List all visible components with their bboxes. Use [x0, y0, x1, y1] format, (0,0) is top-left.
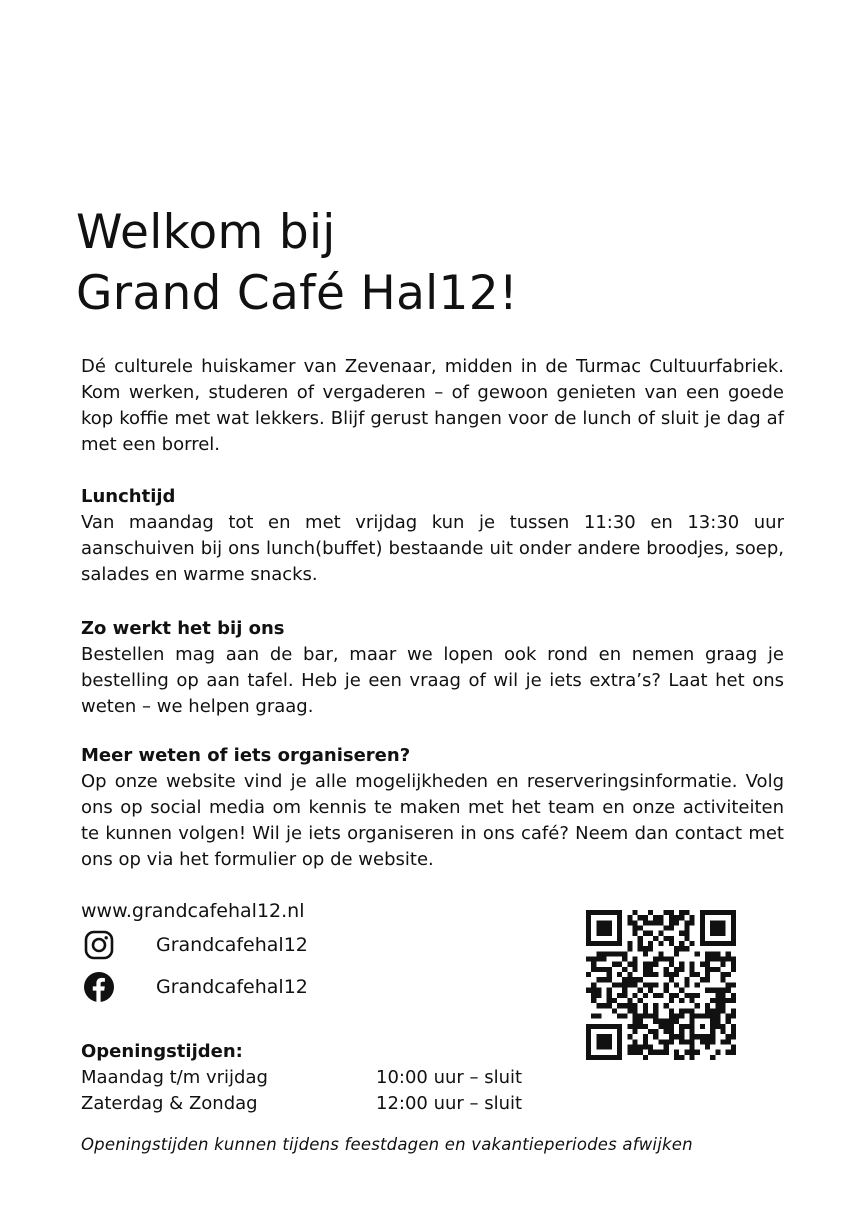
facebook-row[interactable]	[82, 970, 308, 1004]
title-line-1: Welkom bij	[76, 205, 336, 260]
section-heading: Lunchtijd	[81, 486, 176, 507]
qr-code[interactable]	[586, 910, 736, 1060]
section-zo-werkt	[81, 616, 784, 720]
hours-day: Zaterdag & Zondag	[81, 1093, 258, 1114]
section-body: Bestellen mag aan de bar, maar we lopen ook rond en nemen graag je bestelling op aan tafel. Heb je een vraag of wil je iets extra’s? Laat het ons weten – we helpen graag.	[81, 644, 784, 717]
hours-time: 10:00 uur – sluit	[376, 1067, 523, 1088]
instagram-handle: Grandcafehal12	[156, 934, 308, 956]
section-meer-weten	[81, 743, 784, 873]
intro-paragraph: Dé culturele huiskamer van Zevenaar, midden in de Turmac Cultuurfabriek. Kom werken, studeren of vergaderen – of gewoon genieten van een goede kop koffie met wat lekkers. Blijf gerust hangen voor de lunch of sluit je dag af met een borrel.	[81, 356, 784, 455]
section-heading: Meer weten of iets organiseren?	[81, 745, 411, 766]
instagram-row[interactable]	[82, 928, 308, 962]
hours-time: 12:00 uur – sluit	[376, 1093, 523, 1114]
website-link[interactable]: www.grandcafehal12.nl	[81, 900, 305, 922]
section-lunchtijd	[81, 484, 784, 588]
section-body: Op onze website vind je alle mogelijkheden en reserveringsinformatie. Volg ons op social media om kennis te maken met het team en onze activiteiten te kunnen volgen! Wil je iets organiseren in ons café? Neem dan contact met ons op via het formulier op de website.	[81, 771, 784, 870]
title-line-2: Grand Café Hal12!	[76, 266, 519, 321]
hours-day: Maandag t/m vrijdag	[81, 1067, 268, 1088]
facebook-handle: Grandcafehal12	[156, 976, 308, 998]
facebook-icon	[82, 970, 116, 1004]
section-body: Van maandag tot en met vrijdag kun je tussen 11:30 en 13:30 uur aanschuiven bij ons lunch(buffet) bestaande uit onder andere broodjes, soep, salades en warme snacks.	[81, 512, 784, 585]
page-title	[76, 202, 796, 324]
opening-hours-heading: Openingstijden:	[81, 1041, 243, 1062]
section-heading: Zo werkt het bij ons	[81, 618, 285, 639]
hours-footnote: Openingstijden kunnen tijdens feestdagen en vakantieperiodes afwijken	[81, 1135, 693, 1154]
instagram-icon	[82, 928, 116, 962]
